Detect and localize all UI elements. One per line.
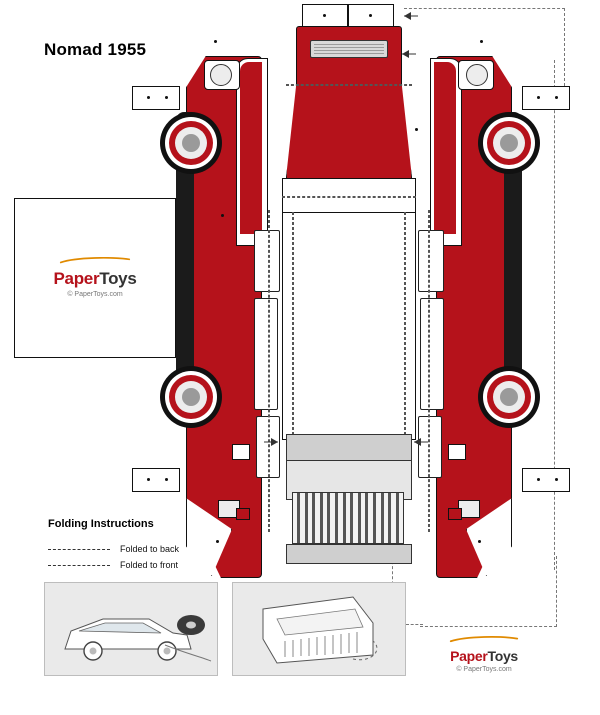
swoosh-icon-bottom bbox=[444, 636, 524, 643]
brand-copyright-bottom: © PaperToys.com bbox=[456, 666, 512, 673]
legend-item-folded-to-back bbox=[48, 544, 238, 554]
arrow-icon-grille bbox=[400, 430, 430, 454]
fold-line-left-body bbox=[268, 210, 270, 532]
left-rear-light-lens bbox=[236, 508, 250, 520]
fold-line-windshield bbox=[282, 196, 416, 198]
wheel-front-left bbox=[160, 112, 222, 174]
left-headlight-lens bbox=[210, 64, 232, 86]
legend-line-dash-dot bbox=[48, 565, 110, 566]
roof-panel bbox=[286, 86, 412, 178]
arrow-icon-grille-left bbox=[262, 430, 292, 454]
registration-dot-right bbox=[480, 40, 483, 43]
glue-tab-left-upper bbox=[132, 86, 180, 110]
legend-item-folded-to-front bbox=[48, 560, 238, 570]
fold-line-hood-right bbox=[404, 212, 406, 440]
arrow-icon-top bbox=[390, 4, 420, 28]
wheel-rear-left bbox=[160, 366, 222, 428]
guide-dashed-right-edge bbox=[554, 60, 557, 570]
folding-legend bbox=[48, 538, 238, 570]
wheel-front-right bbox=[478, 112, 540, 174]
brand-name-bottom bbox=[424, 648, 544, 664]
rear-window-panel bbox=[310, 40, 388, 58]
right-door-handle bbox=[448, 444, 466, 460]
brand-name-part1: Paper bbox=[53, 269, 100, 288]
glue-tab-right-upper bbox=[522, 86, 570, 110]
wheel-rear-right bbox=[478, 366, 540, 428]
left-roof-strip-inner bbox=[240, 62, 262, 234]
brand-name bbox=[15, 269, 175, 289]
glue-tab-left-lower bbox=[132, 468, 180, 492]
page-title: Nomad 1955 bbox=[44, 40, 147, 59]
brand-name-bottom-part2: Toys bbox=[487, 648, 518, 664]
fold-line-right-body bbox=[428, 210, 430, 532]
folding-instructions-heading: Folding Instructions bbox=[48, 518, 154, 530]
glue-tab-right-lower bbox=[522, 468, 570, 492]
assembly-illustration-body bbox=[45, 583, 217, 675]
left-rear-window bbox=[254, 298, 278, 410]
registration-dot-left bbox=[214, 40, 217, 43]
right-roof-strip-inner bbox=[434, 62, 456, 234]
fold-line-hood-left bbox=[292, 212, 294, 440]
assembly-photo-body bbox=[44, 582, 218, 676]
brand-logo-bottom bbox=[424, 630, 544, 673]
front-bumper-panel bbox=[286, 434, 412, 462]
left-front-window bbox=[254, 230, 280, 292]
rear-window-louvres bbox=[314, 44, 384, 54]
glue-tab-top-left bbox=[302, 4, 348, 28]
left-door-handle bbox=[232, 444, 250, 460]
assembly-photo-grille bbox=[232, 582, 406, 676]
brand-name-bottom-part1: Paper bbox=[450, 648, 488, 664]
legend-label-folded-to-back: Folded to back bbox=[120, 544, 180, 554]
brand-copyright: © PaperToys.com bbox=[67, 291, 123, 298]
legend-label-folded-to-front: Folded to front bbox=[120, 560, 179, 570]
registration-dot-left-door bbox=[221, 214, 224, 217]
hood-panel bbox=[282, 212, 416, 440]
front-valance-panel bbox=[286, 544, 412, 564]
logo-panel bbox=[14, 198, 176, 358]
fold-line-roof-top bbox=[286, 84, 412, 86]
right-rear-light-lens bbox=[448, 508, 462, 520]
swoosh-icon bbox=[49, 257, 141, 264]
right-rear-window bbox=[420, 298, 444, 410]
registration-dot-hood bbox=[415, 128, 418, 131]
legend-line-dotted bbox=[48, 549, 110, 550]
brand-name-part2: Toys bbox=[99, 269, 137, 288]
assembly-illustration-grille bbox=[233, 583, 405, 675]
right-headlight-lens bbox=[466, 64, 488, 86]
arrow-icon-roof bbox=[388, 42, 418, 66]
registration-dot-right-rear bbox=[478, 540, 481, 543]
right-front-window bbox=[418, 230, 444, 292]
glue-tab-top-right bbox=[348, 4, 394, 28]
front-grille bbox=[292, 492, 404, 544]
